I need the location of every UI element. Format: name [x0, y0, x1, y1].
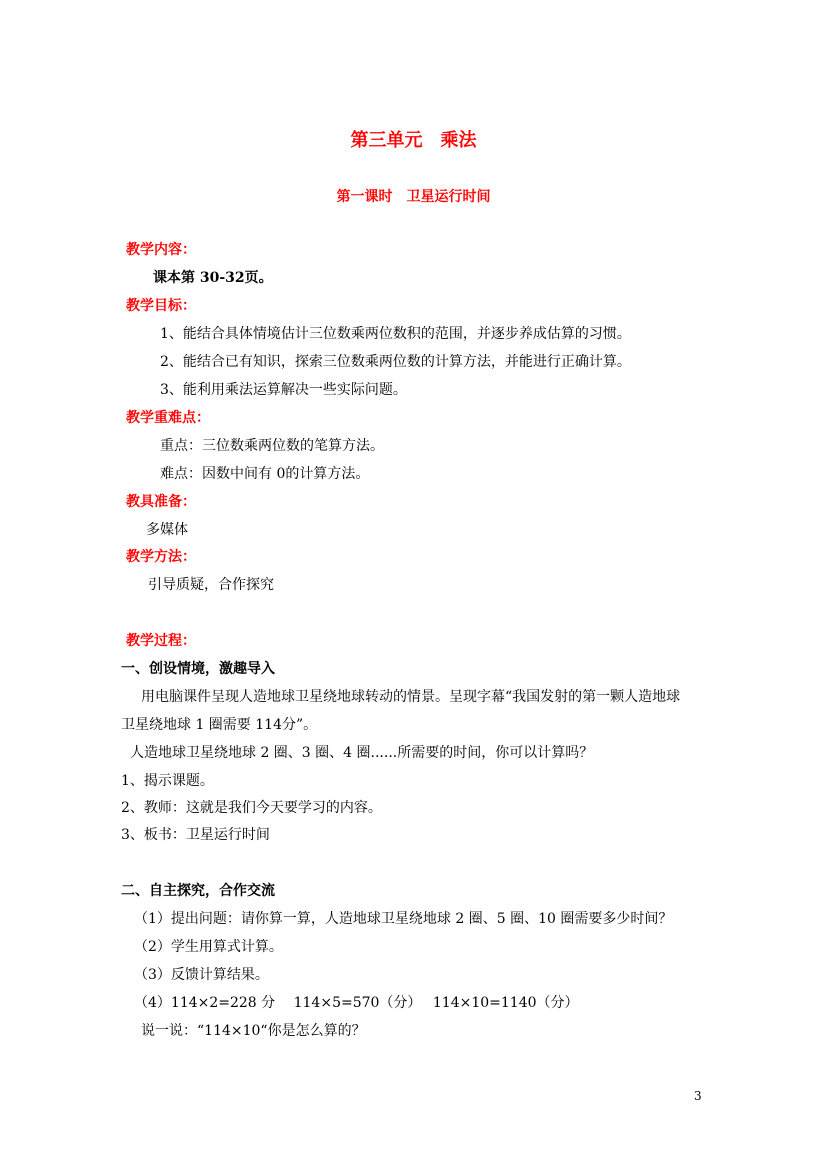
section2-item: （3）反馈计算结果。 — [134, 967, 269, 983]
lesson-subtitle: 第一课时 卫星运行时间 — [336, 189, 491, 205]
goal-item: 1、能结合具体情境估计三位数乘两位数积的范围，并逐步养成估算的习惯。 — [160, 326, 631, 342]
section2-item: （2）学生用算式计算。 — [134, 939, 283, 955]
section2-item: （1）提出问题：请你算一算，人造地球卫星绕地球 2 圈、5 圈、10 圈需要多少时间？ — [134, 911, 673, 927]
content-text: 课本第 30-32页。 — [153, 270, 273, 286]
difficult-point: 难点：因数中间有 0的计算方法。 — [160, 466, 370, 482]
key-point: 重点：三位数乘两位数的笔算方法。 — [160, 438, 384, 454]
method-text: 引导质疑，合作探究 — [148, 577, 274, 593]
key-heading: 教学重难点： — [126, 410, 210, 426]
tools-heading: 教具准备： — [126, 494, 196, 510]
section1-paragraph: 用电脑课件呈现人造地球卫星绕地球转动的情景。呈现字幕“我国发射的第一颗人造地球 — [141, 689, 681, 705]
section1-question: 人造地球卫星绕地球 2 圈、3 圈、4 圈......所需要的时间，你可以计算吗？ — [130, 745, 594, 761]
section2-item: （4）114×2=228 分 114×5=570（分） 114×10=1140（分） — [134, 995, 579, 1011]
goal-item: 3、能利用乘法运算解决一些实际问题。 — [160, 382, 407, 398]
goals-heading: 教学目标： — [126, 298, 196, 314]
method-heading: 教学方法： — [126, 549, 196, 565]
section1-paragraph: 卫星绕地球 1 圈需要 114分”。 — [121, 717, 318, 733]
section2-say: 说一说：“114×10“你是怎么算的？ — [141, 1023, 366, 1039]
section1-item: 2、教师：这就是我们今天要学习的内容。 — [121, 800, 382, 816]
section2-heading: 二、自主探究，合作交流 — [121, 883, 275, 899]
section1-item: 3、板书：卫星运行时间 — [121, 827, 270, 843]
tools-text: 多媒体 — [146, 522, 188, 538]
section1-heading: 一、创设情境，激趣导入 — [121, 661, 275, 677]
goal-item: 2、能结合已有知识，探索三位数乘两位数的计算方法，并能进行正确计算。 — [160, 354, 631, 370]
content-heading: 教学内容： — [126, 242, 196, 258]
section1-item: 1、揭示课题。 — [121, 773, 214, 789]
process-heading: 教学过程： — [126, 633, 196, 649]
page-number: 3 — [694, 1089, 702, 1103]
unit-title: 第三单元 乘法 — [350, 130, 477, 151]
